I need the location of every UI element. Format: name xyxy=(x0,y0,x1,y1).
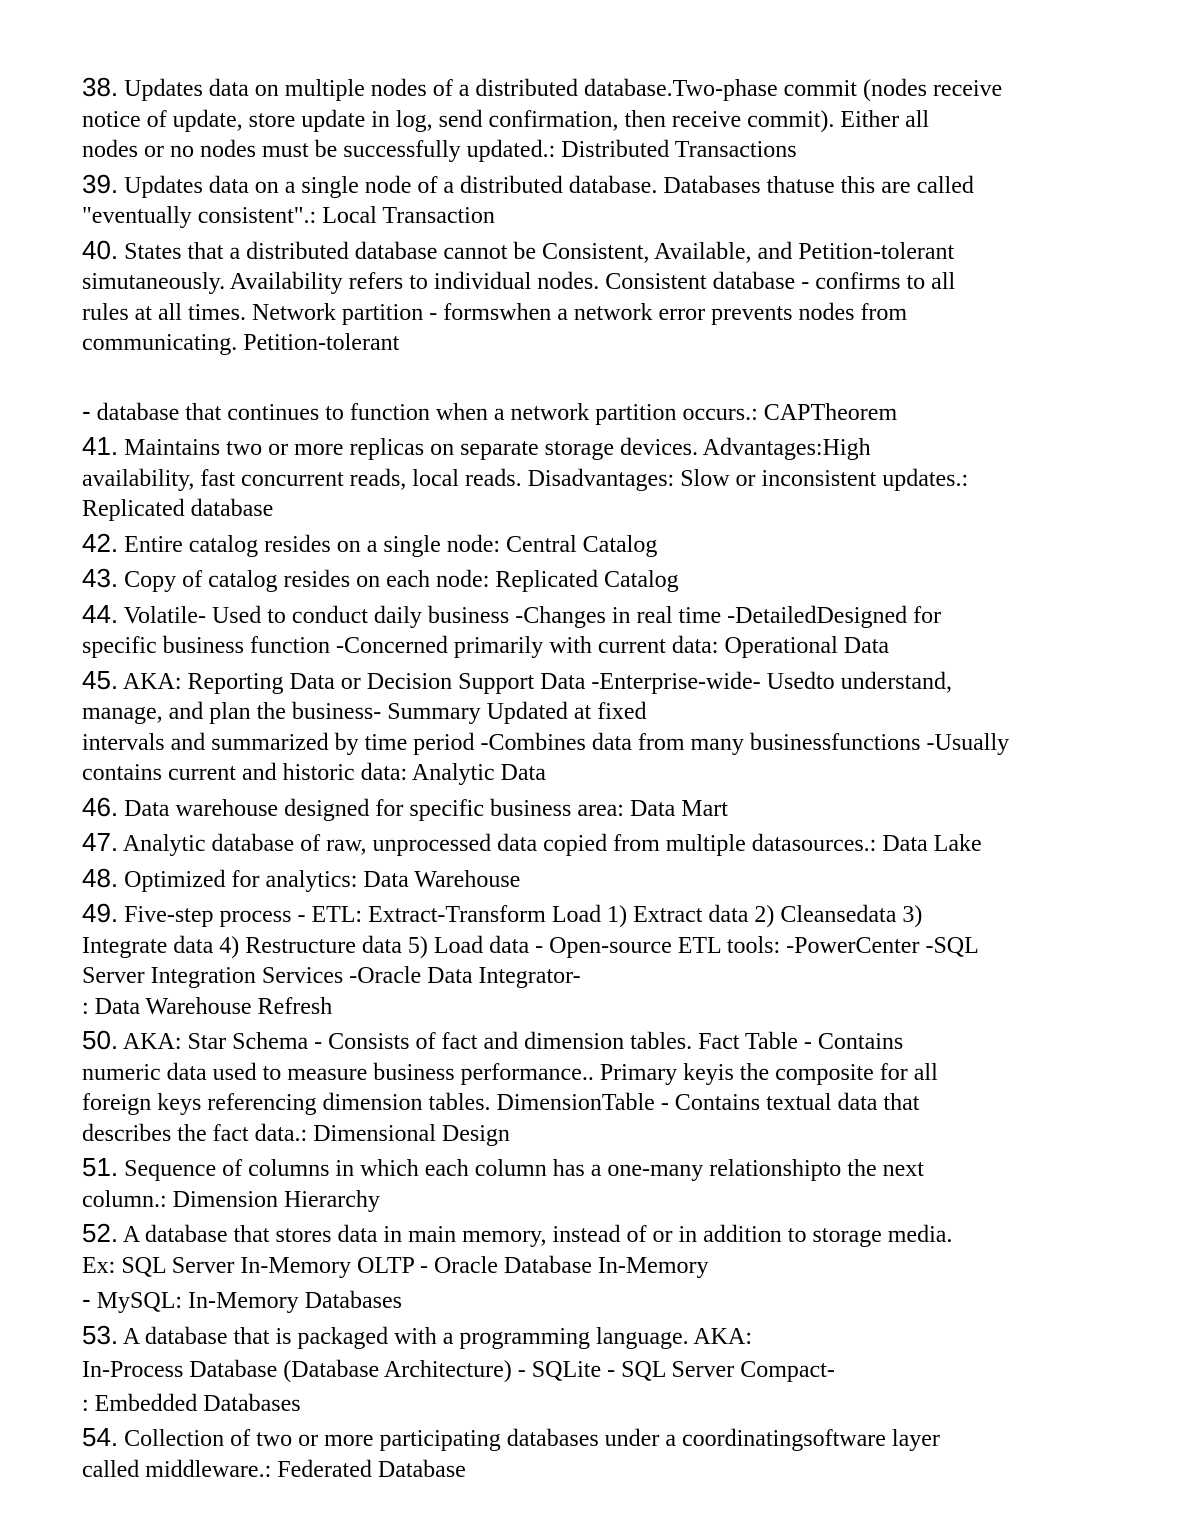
entry-line: Optimized for analytics: Data Warehouse xyxy=(124,866,521,893)
entry-52-continuation xyxy=(82,1284,1112,1317)
entry-line: availability, fast concurrent reads, local reads. Disadvantages: Slow or inconsistent updates.: xyxy=(82,465,969,492)
entry-number: 51. xyxy=(82,1152,119,1182)
entry-line: column.: Dimension Hierarchy xyxy=(82,1186,380,1213)
entry-42 xyxy=(82,528,1112,561)
entry-number: 49. xyxy=(82,898,119,928)
entry-line: : Data Warehouse Refresh xyxy=(82,993,333,1020)
document-page xyxy=(82,72,1112,1488)
entry-number: 48. xyxy=(82,862,119,893)
entry-47 xyxy=(82,827,1112,860)
entry-38 xyxy=(82,72,1112,166)
entry-line: nodes or no nodes must be successfully updated.: Distributed Transactions xyxy=(82,137,797,163)
entry-51 xyxy=(82,1152,1112,1215)
entry-line: : Embedded Databases xyxy=(82,1390,301,1417)
entry-line: communicating. Petition-tolerant xyxy=(82,330,400,356)
entry-40 xyxy=(82,235,1112,359)
entry-46 xyxy=(82,792,1112,825)
entry-48 xyxy=(82,863,1112,896)
entry-line: Server Integration Services -Oracle Data Integrator- xyxy=(82,963,581,989)
entry-line: database that continues to function when a network partition occurs.: CAPTheorem xyxy=(96,399,898,426)
entry-line: foreign keys referencing dimension tables. DimensionTable - Contains textual data that xyxy=(82,1090,920,1116)
entry-line: describes the fact data.: Dimensional Design xyxy=(82,1120,510,1147)
entry-number: 52. xyxy=(82,1218,119,1248)
entry-number: 53. xyxy=(82,1319,119,1350)
entry-line: AKA: Star Schema - Consists of fact and dimension tables. Fact Table - Contains xyxy=(122,1029,904,1055)
entry-dash: - xyxy=(82,395,91,426)
entry-number: 50. xyxy=(82,1025,119,1055)
entry-line: Replicated database xyxy=(82,496,274,522)
entry-line: States that a distributed database cannot be Consistent, Available, and Petition-tolerant xyxy=(124,238,955,265)
entry-number: 46. xyxy=(82,791,119,822)
entry-line: numeric data used to measure business performance.. Primary keyis the composite for all xyxy=(82,1059,938,1086)
entry-line: Integrate data 4) Restructure data 5) Load data - Open-source ETL tools: -PowerCenter -SQL xyxy=(82,932,979,959)
entry-line: Maintains two or more replicas on separate storage devices. Advantages:High xyxy=(124,435,871,461)
entry-line: "eventually consistent".: Local Transaction xyxy=(82,203,495,229)
entry-number: 42. xyxy=(82,527,119,558)
entry-54 xyxy=(82,1422,1112,1485)
entry-line: Entire catalog resides on a single node: Central Catalog xyxy=(124,531,658,558)
entry-40-continuation xyxy=(82,396,1112,429)
entry-line: MySQL: In-Memory Databases xyxy=(96,1288,402,1314)
entry-line: specific business function -Concerned primarily with current data: Operational Data xyxy=(82,633,890,659)
entry-line: In-Process Database (Database Architecture) - SQLite - SQL Server Compact- xyxy=(82,1357,835,1383)
entry-53 xyxy=(82,1320,1112,1353)
entry-number: 54. xyxy=(82,1422,119,1452)
entry-line: rules at all times. Network partition - formswhen a network error prevents nodes from xyxy=(82,299,908,326)
entry-53-continuation-2 xyxy=(82,1389,1112,1420)
entry-49 xyxy=(82,898,1112,1022)
entry-number: 40. xyxy=(82,234,119,265)
entry-44 xyxy=(82,599,1112,662)
entry-dash: - xyxy=(82,1284,91,1314)
entry-line: Updates data on multiple nodes of a distributed database.Two-phase commit (nodes receive xyxy=(124,76,1003,102)
entry-53-continuation-1 xyxy=(82,1355,1112,1386)
entry-39 xyxy=(82,169,1112,232)
entry-number: 43. xyxy=(82,563,119,593)
entry-line: Volatile- Used to conduct daily business -Changes in real time -DetailedDesigned for xyxy=(123,602,942,629)
entry-number: 39. xyxy=(82,168,119,199)
entry-line: contains current and historic data: Analytic Data xyxy=(82,760,546,786)
entry-line: manage, and plan the business- Summary Updated at fixed xyxy=(82,699,647,725)
entry-line: A database that stores data in main memory, instead of or in addition to storage media. xyxy=(122,1222,953,1248)
entry-line: notice of update, store update in log, send confirmation, then receive commit). Either all xyxy=(82,106,930,133)
entry-line: Sequence of columns in which each column has a one-many relationshipto the next xyxy=(124,1156,924,1182)
entry-line: Data warehouse designed for specific business area: Data Mart xyxy=(124,795,728,822)
entry-number: 41. xyxy=(82,431,119,461)
entry-line: Copy of catalog resides on each node: Replicated Catalog xyxy=(124,567,679,593)
entry-52 xyxy=(82,1218,1112,1281)
entry-number: 44. xyxy=(82,598,119,629)
entry-line: AKA: Reporting Data or Decision Support Data -Enterprise-wide- Usedto understand, xyxy=(122,668,952,695)
entry-line: Ex: SQL Server In-Memory OLTP - Oracle Database In-Memory xyxy=(82,1252,709,1279)
entry-line: A database that is packaged with a programming language. AKA: xyxy=(122,1323,752,1350)
entry-41 xyxy=(82,431,1112,525)
entry-number: 45. xyxy=(82,664,119,695)
entry-line: Analytic database of raw, unprocessed data copied from multiple datasources.: Data Lake xyxy=(122,831,982,857)
entry-line: Updates data on a single node of a distributed database. Databases thatuse this are called xyxy=(124,172,974,199)
entry-line: Collection of two or more participating databases under a coordinatingsoftware layer xyxy=(124,1426,940,1452)
entry-43 xyxy=(82,563,1112,596)
entry-line: called middleware.: Federated Database xyxy=(82,1456,466,1483)
entry-line: simutaneously. Availability refers to individual nodes. Consistent database - confirms to all xyxy=(82,269,956,295)
entry-line: intervals and summarized by time period -Combines data from many businessfunctions -Usually xyxy=(82,729,1010,756)
entry-number: 47. xyxy=(82,827,119,857)
entry-number: 38. xyxy=(82,72,119,102)
entry-45 xyxy=(82,665,1112,789)
entry-line: Five-step process - ETL: Extract-Transform Load 1) Extract data 2) Cleansedata 3) xyxy=(124,902,923,928)
entry-50 xyxy=(82,1025,1112,1149)
